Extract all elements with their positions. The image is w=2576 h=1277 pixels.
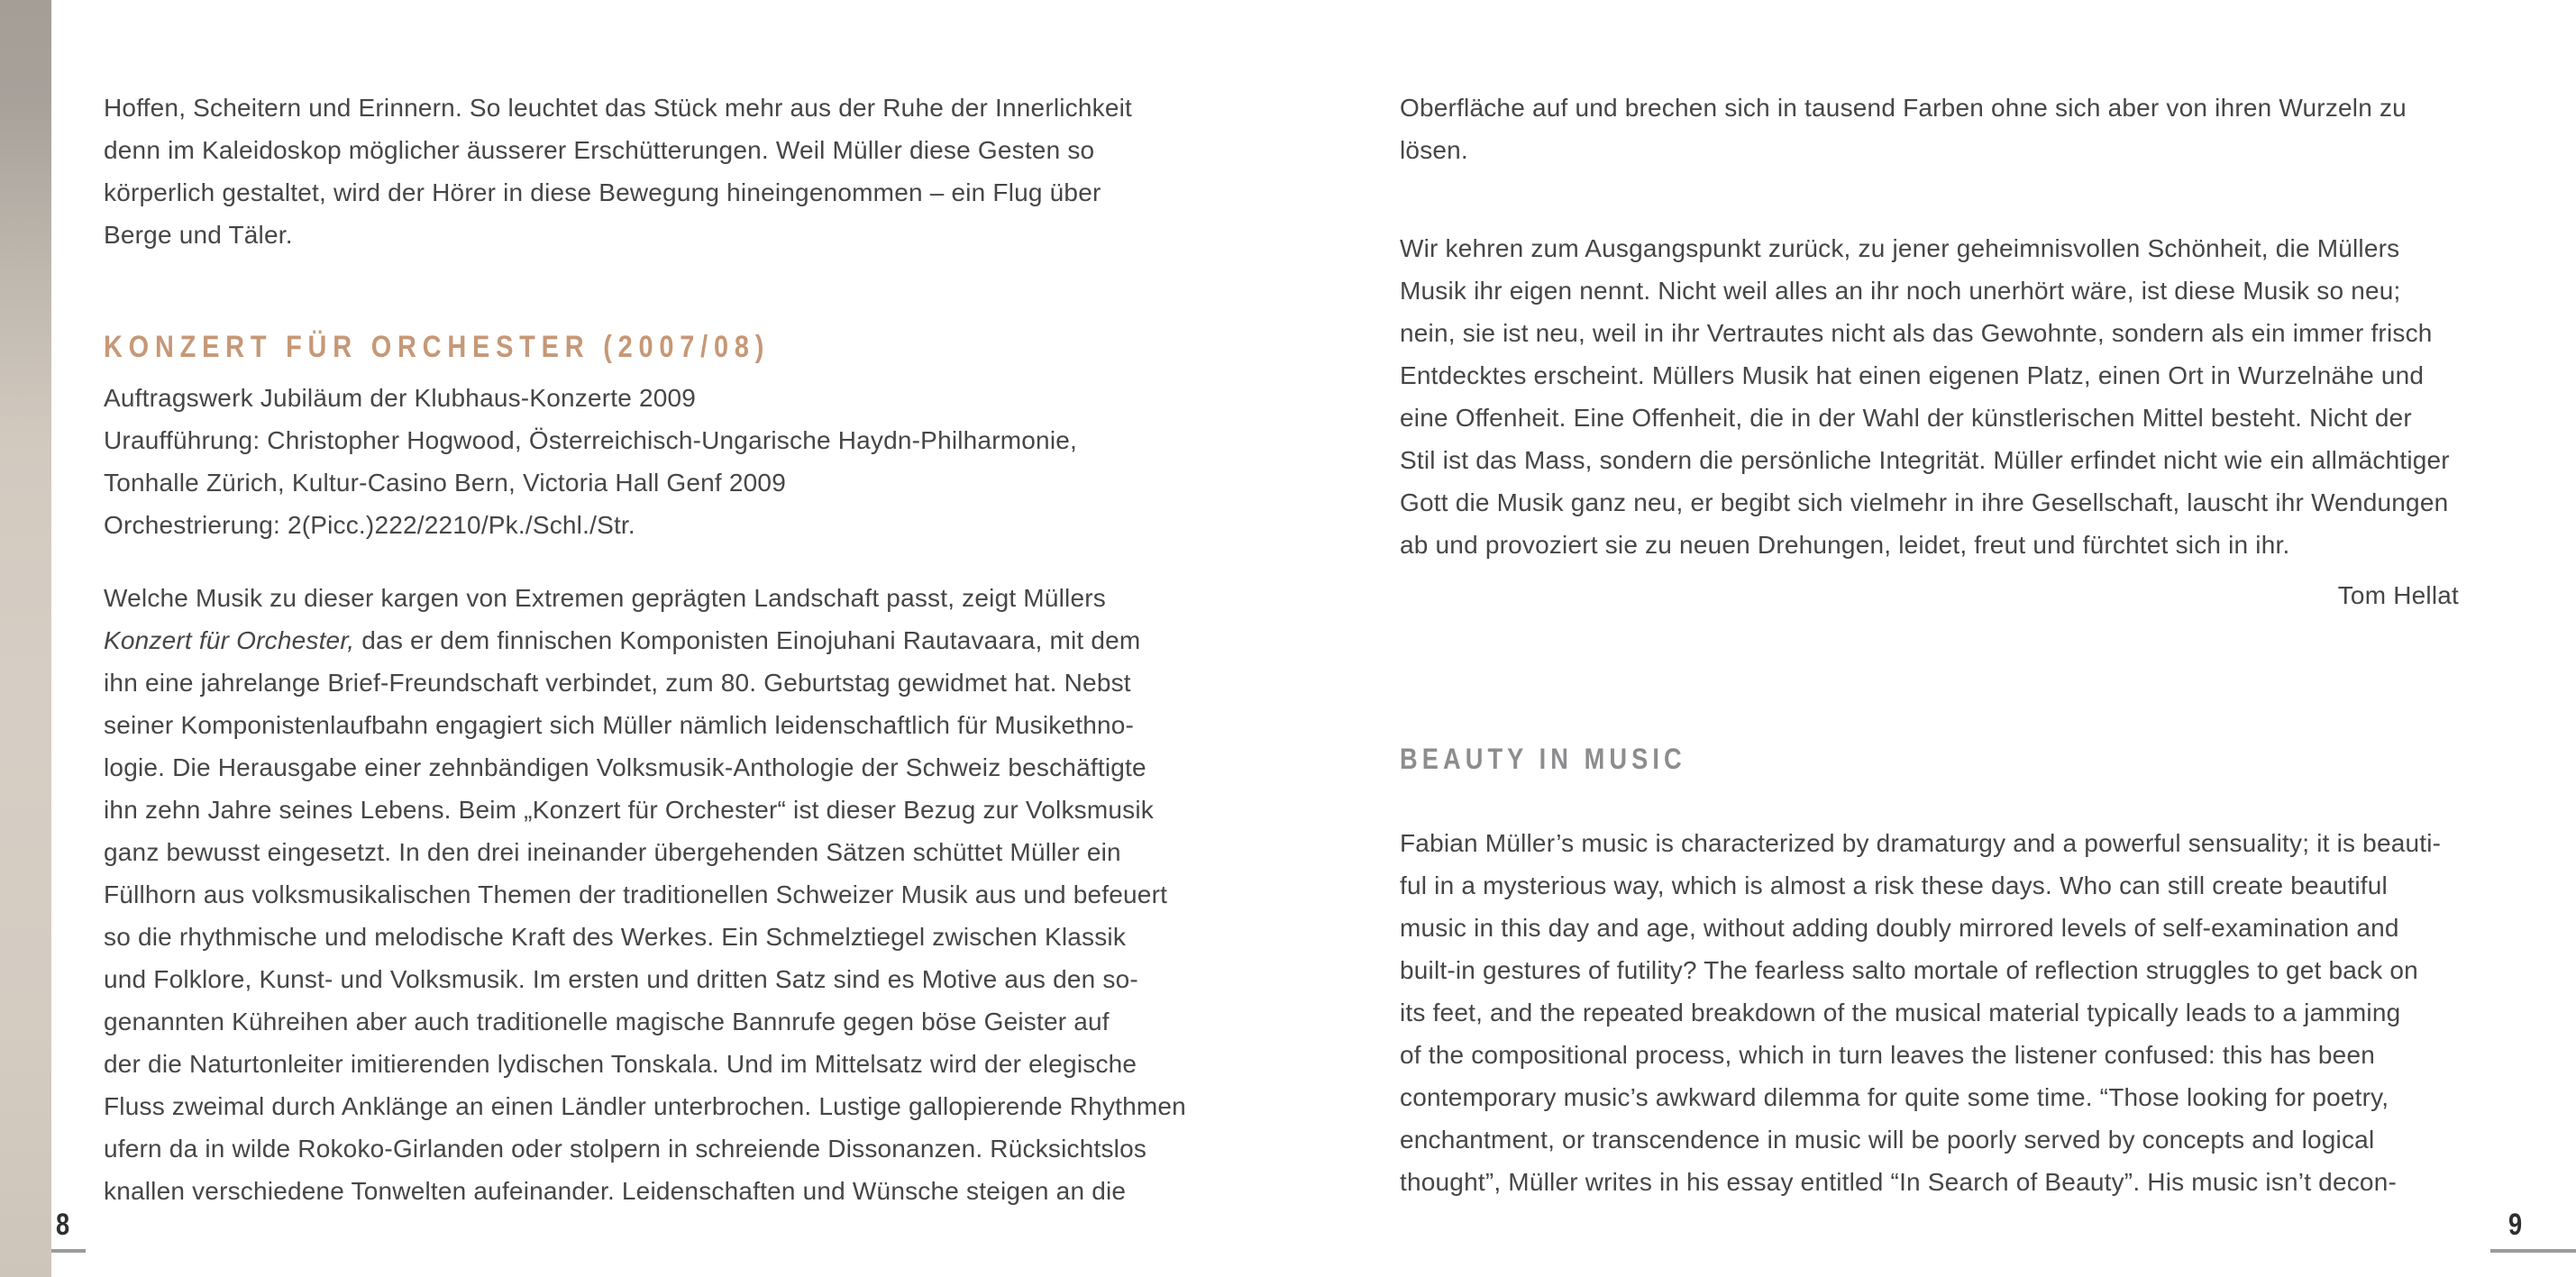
text-line: its feet, and the repeated breakdown of the musical material typically leads to a jamming [1400, 999, 2401, 1026]
text-line: genannten Kühreihen aber auch traditionelle magische Bannrufe gegen böse Geister auf [104, 1008, 1110, 1035]
text-line: Welche Musik zu dieser kargen von Extremen geprägten Landschaft passt, zeigt Müllers [104, 584, 1106, 612]
text-line: Tonhalle Zürich, Kultur-Casino Bern, Victoria Hall Genf 2009 [104, 469, 786, 497]
page-number-right: 9 [2508, 1208, 2523, 1242]
text-line: music in this day and age, without adding doubly mirrored levels of self-examination and [1400, 914, 2399, 942]
text-line: seiner Komponistenlaufbahn engagiert sich Müller nämlich leidenschaftlich für Musikethno- [104, 711, 1135, 739]
text-line: enchantment, or transcendence in music will be poorly served by concepts and logical [1400, 1126, 2375, 1154]
text-line: built-in gestures of futility? The fearless salto mortale of reflection struggles to get back on [1400, 956, 2418, 984]
page-number-left: 8 [56, 1208, 70, 1242]
section-heading-konzert: KONZERT FÜR ORCHESTER (2007/08) [104, 330, 771, 364]
text-line: so die rhythmische und melodische Kraft des Werkes. Ein Schmelztiegel zwischen Klassik [104, 923, 1127, 951]
byline: Tom Hellat [2337, 581, 2459, 609]
text-line: ihn zehn Jahre seines Lebens. Beim „Konzert für Orchester“ ist dieser Bezug zur Volksmusik [104, 796, 1154, 824]
text-line: logie. Die Herausgabe einer zehnbändigen Volksmusik-Anthologie der Schweiz beschäftigte [104, 753, 1146, 781]
page-edge-photo [0, 0, 51, 1277]
page-rule-left [51, 1249, 86, 1253]
page-rule-right [2490, 1249, 2576, 1253]
text-line: Hoffen, Scheitern und Erinnern. So leuchtet das Stück mehr aus der Ruhe der Innerlichkeit [104, 94, 1133, 122]
text-line: nein, sie ist neu, weil in ihr Vertrautes nicht als das Gewohnte, sondern als ein immer frisch [1400, 319, 2433, 347]
text-line: denn im Kaleidoskop möglicher äusserer Erschütterungen. Weil Müller diese Gesten so [104, 136, 1095, 164]
text-line: lösen. [1400, 136, 1468, 164]
text-line: knallen verschiedene Tonwelten aufeinander. Leidenschaften und Wünsche steigen an die [104, 1177, 1127, 1205]
text-line: Stil ist das Mass, sondern die persönliche Integrität. Müller erfindet nicht wie ein allmächtiger [1400, 446, 2450, 474]
english-paragraph [1400, 822, 2441, 1203]
text-line: Auftragswerk Jubiläum der Klubhaus-Konzerte 2009 [104, 384, 697, 412]
text-line: Gott die Musik ganz neu, er begibt sich vielmehr in ihre Gesellschaft, lauscht ihr Wendungen [1400, 488, 2449, 516]
text-line: Uraufführung: Christopher Hogwood, Österreichisch-Ungarische Haydn-Philharmonie, [104, 426, 1077, 454]
text-line: contemporary music’s awkward dilemma for quite some time. “Those looking for poetry, [1400, 1083, 2389, 1111]
text-line: Musik ihr eigen nennt. Nicht weil alles an ihr noch unerhört wäre, ist diese Musik so neu; [1400, 277, 2401, 305]
text-line: Oberfläche auf und brechen sich in tausend Farben ohne sich aber von ihren Wurzeln zu [1400, 94, 2407, 122]
intro-paragraph [104, 87, 1132, 256]
work-details [104, 377, 1077, 546]
text-line: Konzert für Orchester, das er dem finnischen Komponisten Einojuhani Rautavaara, mit dem [104, 626, 1141, 654]
continuation-paragraph [1400, 87, 2407, 171]
text-line: ufern da in wilde Rokoko-Girlanden oder stolpern in schreiende Dissonanzen. Rücksichtslos [104, 1135, 1147, 1163]
text-line: eine Offenheit. Eine Offenheit, die in der Wahl der künstlerischen Mittel besteht. Nicht der [1400, 404, 2412, 432]
section-heading-beauty: BEAUTY IN MUSIC [1400, 743, 1686, 775]
text-line: Füllhorn aus volksmusikalischen Themen der traditionellen Schweizer Musik aus und befeuert [104, 880, 1168, 908]
text-line: Fluss zweimal durch Anklänge an einen Ländler unterbrochen. Lustige gallopierende Rhythmen [104, 1092, 1186, 1120]
text-line: ab und provoziert sie zu neuen Drehungen, leidet, freut und fürchtet sich in ihr. [1400, 531, 2290, 559]
text-line: Berge und Täler. [104, 221, 293, 249]
text-line: ful in a mysterious way, which is almost a risk these days. Who can still create beautiful [1400, 871, 2388, 899]
text-line: Orchestrierung: 2(Picc.)222/2210/Pk./Schl./Str. [104, 511, 635, 539]
text-line: körperlich gestaltet, wird der Hörer in diese Bewegung hineingenommen – ein Flug über [104, 178, 1101, 206]
text-line: Entdecktes erscheint. Müllers Musik hat einen eigenen Platz, einen Ort in Wurzelnähe und [1400, 361, 2425, 389]
text-line: ihn eine jahrelange Brief-Freundschaft verbindet, zum 80. Geburtstag gewidmet hat. Nebst [104, 669, 1131, 697]
text-line: Wir kehren zum Ausgangspunkt zurück, zu jener geheimnisvollen Schönheit, die Müllers [1400, 234, 2400, 262]
text-line: ganz bewusst eingesetzt. In den drei ineinander übergehenden Sätzen schüttet Müller ein [104, 838, 1121, 866]
text-line: und Folklore, Kunst- und Volksmusik. Im ersten und dritten Satz sind es Motive aus den so- [104, 965, 1138, 993]
closing-paragraph [1400, 227, 2450, 566]
text-line: of the compositional process, which in turn leaves the listener confused: this has been [1400, 1041, 2376, 1069]
body-paragraph [104, 577, 1186, 1212]
text-line: der die Naturtonleiter imitierenden lydischen Tonskala. Und im Mittelsatz wird der elegische [104, 1050, 1137, 1078]
text-line: Fabian Müller’s music is characterized by dramaturgy and a powerful sensuality; it is beauti- [1400, 829, 2442, 857]
text-line: thought”, Müller writes in his essay entitled “In Search of Beauty”. His music isn’t decon- [1400, 1168, 2397, 1196]
